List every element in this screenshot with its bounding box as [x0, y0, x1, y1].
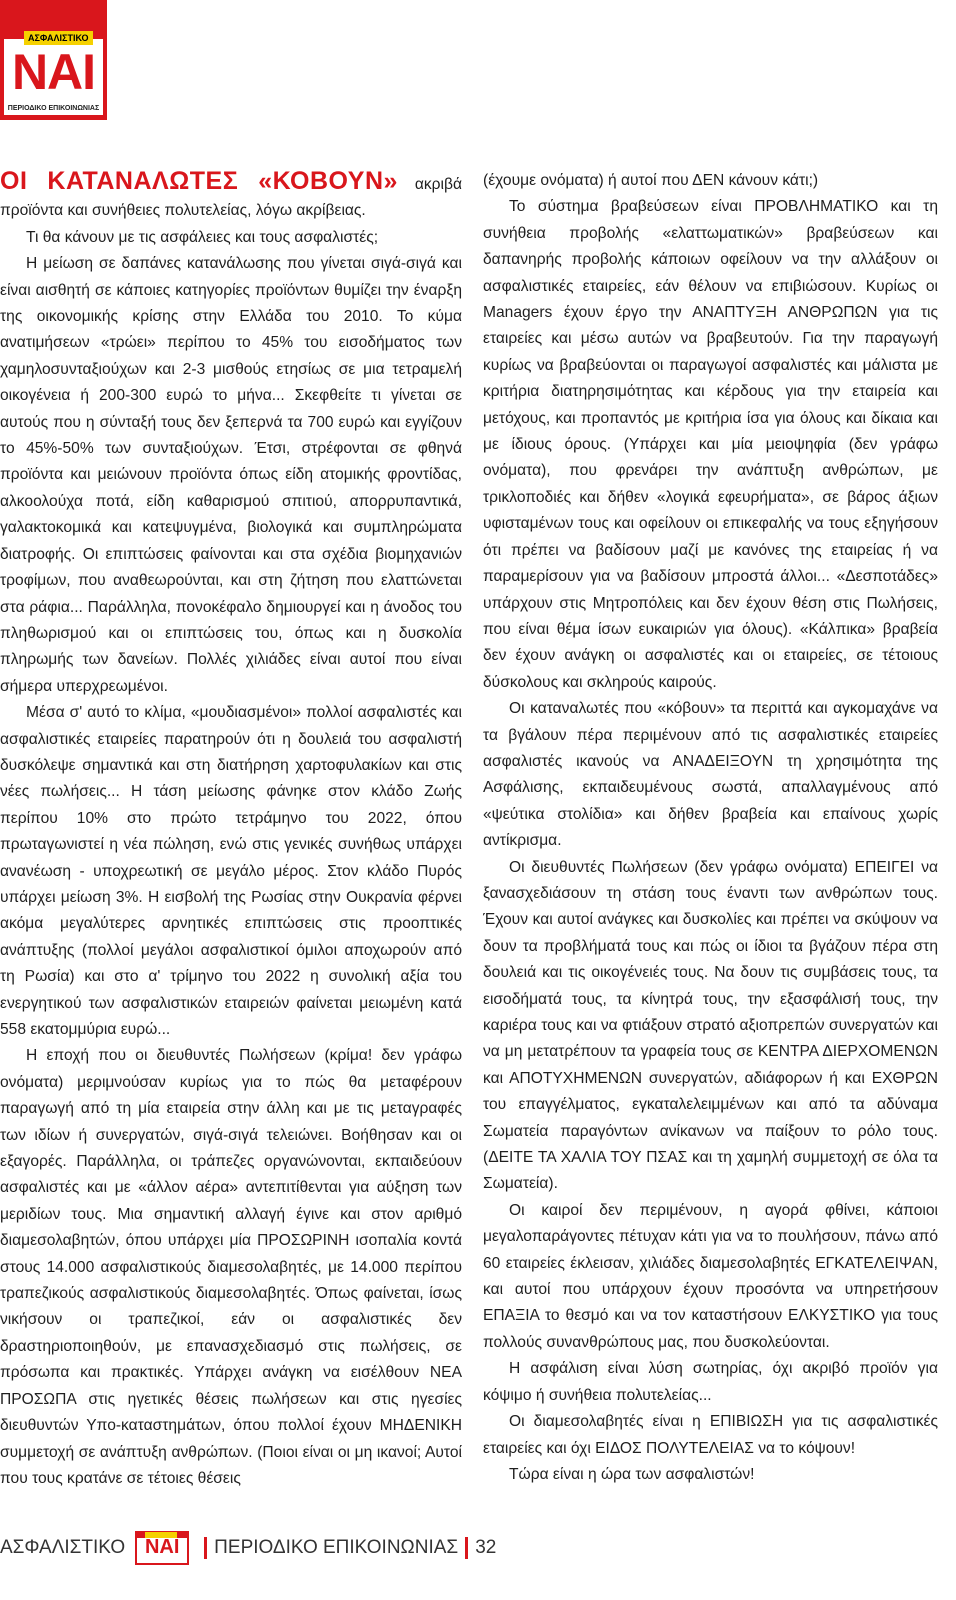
paragraph: Το σύστημα βραβεύσεων είναι ΠΡΟΒΛΗΜΑΤΙΚΟ και τη συνήθεια προβολής «ελαττωματικών» βραβεύσεων και δαπανηρής προβολής κάποιων οφείλουν να την αλλάξουν οι ασφαλιστικές εταιρείες, εάν θέλουν να επιβιώσουν. Κυρίως οι Managers έχουν έργο την ΑΝΑΠΤΥΞΗ ΑΝΘΡΩΠΩΝ για τις εταιρείες και μέσω αυτών να βραβευτούν. Για την παραγωγή κυρίως να βραβεύονται οι παραγωγοί ασφαλιστές και μάλιστα με κριτήρια διατηρησιμότητας και κέρδους για την εταιρεία και μετόχους, και προπαντός με κριτήρια ίσα για όλους και δίκαια και με ίδιους όρους. (Υπάρχει και μία μειοψηφία (δεν γράφω ονόματα), που φρενάρει την ανάπτυξη ανθρώπων, με τρικλοποδιές και δήθεν «λογικά εφευρήματα», σε βάρος άξιων υφισταμένων τους και οφείλουν οι επικεφαλής να τους εξηγήσουν ότι πρέπει να βαδίσουν μαζί με κανόνες της εταιρείας ή να παραμερίσουν για να βαδίσουν μπροστά άλλοι... «Δεσποτάδες» υπάρχουν στις Μητροπόλεις και δεν έχουν θέση στις Πωλήσεις, που είναι θέμα ίσων ευκαιριών για όλους). «Κάλπικα» βραβεία δεν έχουν ανάγκη οι ασφαλιστές και οι εταιρείες, σε τέτοιους δύσκολους και σκληρούς καιρούς. [483, 198, 938, 691]
footer-right-text: ΠΕΡΙΟΔΙΚΟ ΕΠΙΚΟΙΝΩΝΙΑΣ [214, 1537, 459, 1558]
paragraph: Η μείωση σε δαπάνες κατανάλωσης που γίνεται σιγά-σιγά και είναι αισθητή σε κάποιες κατηγορίες προϊόντων θυμίζει την έναρξη της οικονομικής κρίσης στην Ελλάδα του 2010. Το κύμα ανατιμήσεων «τρώει» περίπου το 45% του εισοδήματος των χαμηλοσυνταξιούχων και 2-3 μισθούς ετησίως σε μια τετραμελή οικογένεια ή 200-300 ευρώ το μήνα... Σκεφθείτε τι γίνεται σε αυτούς που η σύνταξή τους δεν ξεπερνά τα 700 ευρώ και εγγίζουν το 45%-50% των συνταξιούχων. Έτσι, στρέφονται σε φθηνά προϊόντα και μειώνουν προϊόντα όπως είδη ατομικής φροντίδας, αλκοολούχα ποτά, είδη καθαρισμού σπιτιού, απορρυπαντικά, γαλακτοκομικά και κατεψυγμένα, βιολογικά και συμπληρώματα διατροφής. Οι επιπτώσεις φαίνονται και στα σχέδια βιομηχανιών τροφίμων, που αναθεωρούνται, και στη ζήτηση που ελαττώνεται στα ράφια... Παράλληλα, πονοκέφαλο δημιουργεί και η άνοδος του πληθωρισμού και οι επιπτώσεις του, όπως και η δυσκολία πληρωμής των δανείων. Πολλές χιλιάδες είναι αυτοί που είναι σήμερα υπερχρεωμένοι. [0, 255, 462, 695]
magazine-logo [0, 0, 107, 120]
footer-logo [135, 1531, 189, 1565]
footer-divider [465, 1537, 468, 1559]
logo-title: ΝΑΙ [11, 44, 96, 100]
footer-logo-frame [137, 1538, 187, 1563]
logo-tag: ΑΣΦΑΛΙΣΤΙΚΟ [24, 31, 93, 45]
paragraph: Τι θα κάνουν με τις ασφάλειες και τους ασφαλιστές; [26, 228, 379, 246]
paragraph: Η εποχή που οι διευθυντές Πωλήσεων (κρίμα! δεν γράφω ονόματα) μεριμνούσαν κυρίως για το πώς θα μεταφέρουν παραγωγή από τη μία εταιρεία στην άλλη και με τις μεταγραφές των ιδίων ή συνεργατών, σιγά-σιγά τελειώνει. Βοήθησαν και οι εξαγορές. Παράλληλα, οι τράπεζες οργανώνονται, εκπαιδεύουν ασφαλιστές και με «άλλον αέρα» αντεπιτίθενται για αύξηση των μεριδίων τους. Μια σημαντική αλλαγή έγινε και στον αριθμό διαμεσολαβητών, όπου υπάρχει μία ΠΡΟΣΩΡΙΝΗ ισοπαλία κοντά στους 14.000 ασφαλιστικούς διαμεσολαβητές, με 14.000 περίπου τραπεζικούς ασφαλιστικούς διαμεσολαβητές. Όπως φαίνεται, ίσως νικήσουν οι τραπεζικοί, εάν οι ασφαλιστικές δεν δραστηριοποιηθούν, με επανασχεδιασμό στις πωλήσεις, σε πρόσωπα και πρακτικές. Υπάρχει ανάγκη να εισέλθουν ΝΕΑ ΠΡΟΣΩΠΑ στις ηγετικές θέσεις πωλήσεων και στις ηγεσίες διευθυντών Υπο-καταστημάτων, όπου πολλοί έχουν ΜΗΔΕΝΙΚΗ συμμετοχή σε ανάπτυξη ανθρώπων. (Ποιοι είναι οι μη ικανοί; Αυτοί που τους κρατάνε σε τέτοιες θέσεις [0, 1047, 462, 1487]
paragraph: Οι διευθυντές Πωλήσεων (δεν γράφω ονόματα) ΕΠΕΙΓΕΙ να ξανασχεδιάσουν τη στάση τους έναντι των ανθρώπων τους. Έχουν και αυτοί ανάγκες και δυσκολίες και πρέπει να σκύψουν να δουν τα προβλήματά τους και πώς οι ίδιοι τα βγάζουν πέρα στη δουλειά και τις οικογένειές τους. Να δουν τις συμβάσεις τους, τα εισοδήματά τους, τα κίνητρά τους, την εξασφάλισή τους, την καριέρα τους και να φτιάξουν στρατό αξιοπρεπών συνεργατών και να μη μετατρέπουν τα γραφεία τους σε ΚΕΝΤΡΑ ΔΙΕΡΧΟΜΕΝΩΝ και ΑΠΟΤΥΧΗΜΕΝΩΝ συνεργατών, αδιάφορων ή και ΕΧΘΡΩΝ του επαγγέλματος, εγκαταλελειμμένων και από τα αδύναμα Σωματεία παραγόντων ανίκανων να παίξουν το ρόλο τους. (ΔΕΙΤΕ ΤΑ ΧΑΛΙΑ ΤΟΥ ΠΣΑΣ και τη χαμηλή συμμετοχή σε όλα τα Σωματεία). [483, 858, 938, 1193]
paragraph: Οι διαμεσολαβητές είναι η ΕΠΙΒΙΩΣΗ για τις ασφαλιστικές εταιρείες και όχι ΕΙΔΟΣ ΠΟΛΥΤΕΛΕΙΑΣ να το κόψουν! [483, 1413, 938, 1457]
footer-divider [204, 1537, 207, 1559]
page-footer [0, 1528, 700, 1568]
article-headline: ΟΙ ΚΑΤΑΝΑΛΩΤΕΣ «ΚΟΒΟΥΝ» [0, 167, 398, 195]
footer-logo-text: ΝΑΙ [144, 1536, 180, 1558]
page-number: 32 [475, 1537, 497, 1558]
logo-frame [3, 33, 104, 116]
paragraph: Οι καταναλωτές που «κόβουν» τα περιττά και αγκομαχάνε να τα βγάλουν πέρα περιμένουν από τις ασφαλιστικές εταιρείες ασφαλιστές ικανούς να ΑΝΑΔΕΙΞΟΥΝ τη χρησιμότητα της Ασφάλισης, εκπαιδευμένους σωστά, απαλλαγμένους από «ψεύτικα στολίδια» και δήθεν βραβεία και επαίνους χωρίς αντίκρισμα. [483, 700, 938, 850]
paragraph: Τώρα είναι η ώρα των ασφαλιστών! [509, 1465, 755, 1483]
lead-paragraph [0, 168, 462, 225]
logo-subtitle: ΠΕΡΙΟΔΙΚΟ ΕΠΙΚΟΙΝΩΝΙΑΣ [7, 105, 100, 112]
paragraph: Οι καιροί δεν περιμένουν, η αγορά φθίνει, κάποιοι μεγαλοπαράγοντες πέτυχαν κάτι για να το πουλήσουν, πάνω από 60 εταιρείες έκλεισαν, χιλιάδες διαμεσολαβητές ΕΓΚΑΤΕΛΕΙΨΑΝ, και αυτοί που υπάρχουν έχουν προσόντα να υπηρετήσουν ΕΠΑΞΙΑ το θεσμό και να τον καταστήσουν ΕΛΚΥΣΤΙΚΟ για τους πολλούς συνανθρώπους μας, που δυσκολεύονται. [483, 1201, 938, 1351]
lead-text: ακριβά προϊόντα και συνήθειες πολυτελείας, λόγω ακρίβειας. [0, 176, 462, 220]
paragraph: Η ασφάλιση είναι λύση σωτηρίας, όχι ακριβό προϊόν για κόψιμο ή συνήθεια πολυτελείας... [483, 1360, 938, 1404]
footer-left-text: ΑΣΦΑΛΙΣΤΙΚΟ [0, 1537, 126, 1558]
paragraph: Μέσα σ' αυτό το κλίμα, «μουδιασμένοι» πολλοί ασφαλιστές και ασφαλιστικές εταιρείες παρατηρούν ότι η δουλειά του ασφαλιστή δυσκόλεψε σημαντικά και στη διατήρηση χαρτοφυλακίων και στις νέες πωλήσεις... Η τάση μείωσης φάνηκε στον κλάδο Ζωής περίπου 10% στο πρώτο τετράμηνο του 2022, όπου πρωταγωνιστεί η νέα πώληση, ενώ στις γενικές συνήθως υπάρχει ανανέωση - υποχρεωτική σε μεγάλο μέρος. Στον κλάδο Πυρός υπάρχει μείωση 3%. Η εισβολή της Ρωσίας στην Ουκρανία φέρνει ακόμα μεγαλύτερες αρνητικές επιπτώσεις στις προοπτικές ανάπτυξης (πολλοί μεγάλοι ασφαλιστικοί όμιλοι αποχωρούν από τη Ρωσία) και στο α' τρίμηνο του 2022 η συνολική αξία του ενεργητικού των ασφαλιστικών εταιρειών φαίνεται μειωμένη κατά 558 εκατομμύρια ευρώ... [0, 704, 462, 1038]
article-column-right [483, 168, 938, 1488]
article-column-left [0, 168, 462, 1492]
paragraph: (έχουμε ονόματα) ή αυτοί που ΔΕΝ κάνουν κάτι;) [483, 172, 819, 189]
